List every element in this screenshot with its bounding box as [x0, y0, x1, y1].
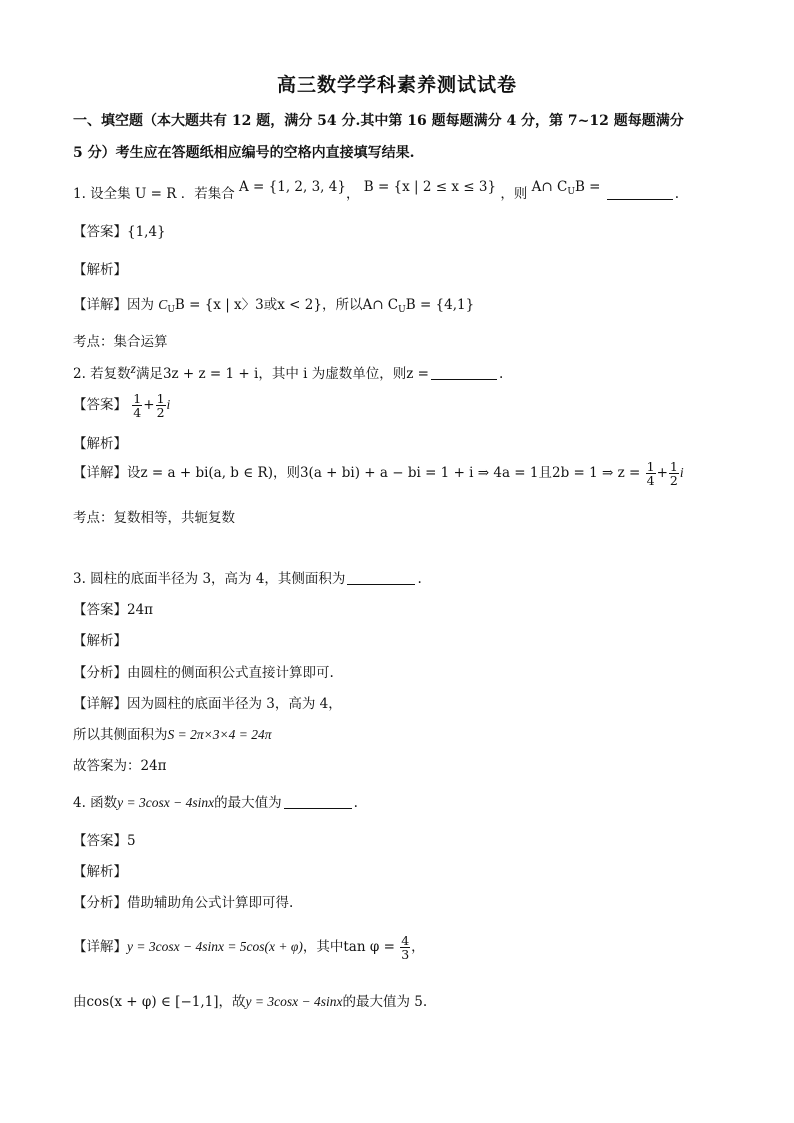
q4-fenxi: 【分析】借助辅助角公式计算即可得.	[73, 895, 294, 911]
answer-blank	[431, 367, 497, 380]
q4-detail: 【详解】y = 3cosx − 4sinx = 5cos(x + φ)，其中tan φ = $\frac{4}{3}$ ，	[73, 933, 425, 963]
q3-final: 故答案为：24π	[73, 758, 167, 774]
q1-analysis-label: 【解析】	[73, 262, 127, 278]
q3-detail: 【详解】因为圆柱的底面半径为 3，高为 4，	[73, 696, 342, 712]
q1-kaodian: 考点：集合运算	[73, 334, 168, 350]
q4-answer: 【答案】5	[73, 833, 136, 849]
q2-analysis-label: 【解析】	[73, 436, 127, 452]
answer-blank	[284, 796, 352, 809]
question-3: 3. 圆柱的底面半径为 3，高为 4，其侧面积为 .	[73, 571, 422, 587]
question-1: 1. 设全集 U = R ．若集合 A = {1, 2, 3, 4}， B = {x | 2 ≤ x ≤ 3} ，则 A∩ $C_UB$ = .	[73, 179, 680, 202]
q2-detail: 【详解】设z = a + bi(a, b ∈ R)，则3(a + bi) + a − bi = 1 + i ⇒ 4a = 1且2b = 1 ⇒ z = $\frac{1}{4}$ + $\frac{1}{2}$ i	[73, 459, 684, 489]
question-2: 2. 若复数z满足3z + z = 1 + i，其中 i 为虚数单位，则z = .	[73, 361, 504, 382]
question-4: 4. 函数y = 3cosx − 4sinx的最大值为 .	[73, 795, 358, 811]
answer-blank	[607, 187, 673, 200]
q3-detail-line2: 所以其侧面积为S = 2π×3×4 = 24π	[73, 727, 272, 743]
q2-kaodian: 考点：复数相等，共轭复数	[73, 510, 235, 526]
q3-fenxi: 【分析】由圆柱的侧面积公式直接计算即可.	[73, 665, 334, 681]
answer-blank	[347, 572, 415, 585]
q1-detail: 【详解】因为 $C_UB = \{x$ | x〉3或x < 2}，所以A∩ $C_UB = \{4,1\}$	[73, 297, 475, 315]
q1-answer: 【答案】{1,4}	[73, 224, 166, 240]
q3-analysis-label: 【解析】	[73, 633, 127, 649]
q3-answer: 【答案】24π	[73, 602, 154, 618]
q4-conclusion: 由cos(x + φ) ∈ [−1,1]，故y = 3cosx − 4sinx的最大值为 5.	[73, 994, 428, 1010]
q2-answer: 【答案】 $\frac{1}{4}$ + $\frac{1}{2}$ i	[73, 391, 171, 421]
q4-analysis-label: 【解析】	[73, 864, 127, 880]
section-header-line1: 一、填空题（本大题共有 12 题，满分 54 分.其中第 16 题每题满分 4 分，第 7~12 题每题满分	[73, 113, 684, 129]
page-title: 高三数学学科素养测试试卷	[276, 74, 517, 96]
section-header-line2: 5 分）考生应在答题纸相应编号的空格内直接填写结果.	[73, 145, 415, 161]
